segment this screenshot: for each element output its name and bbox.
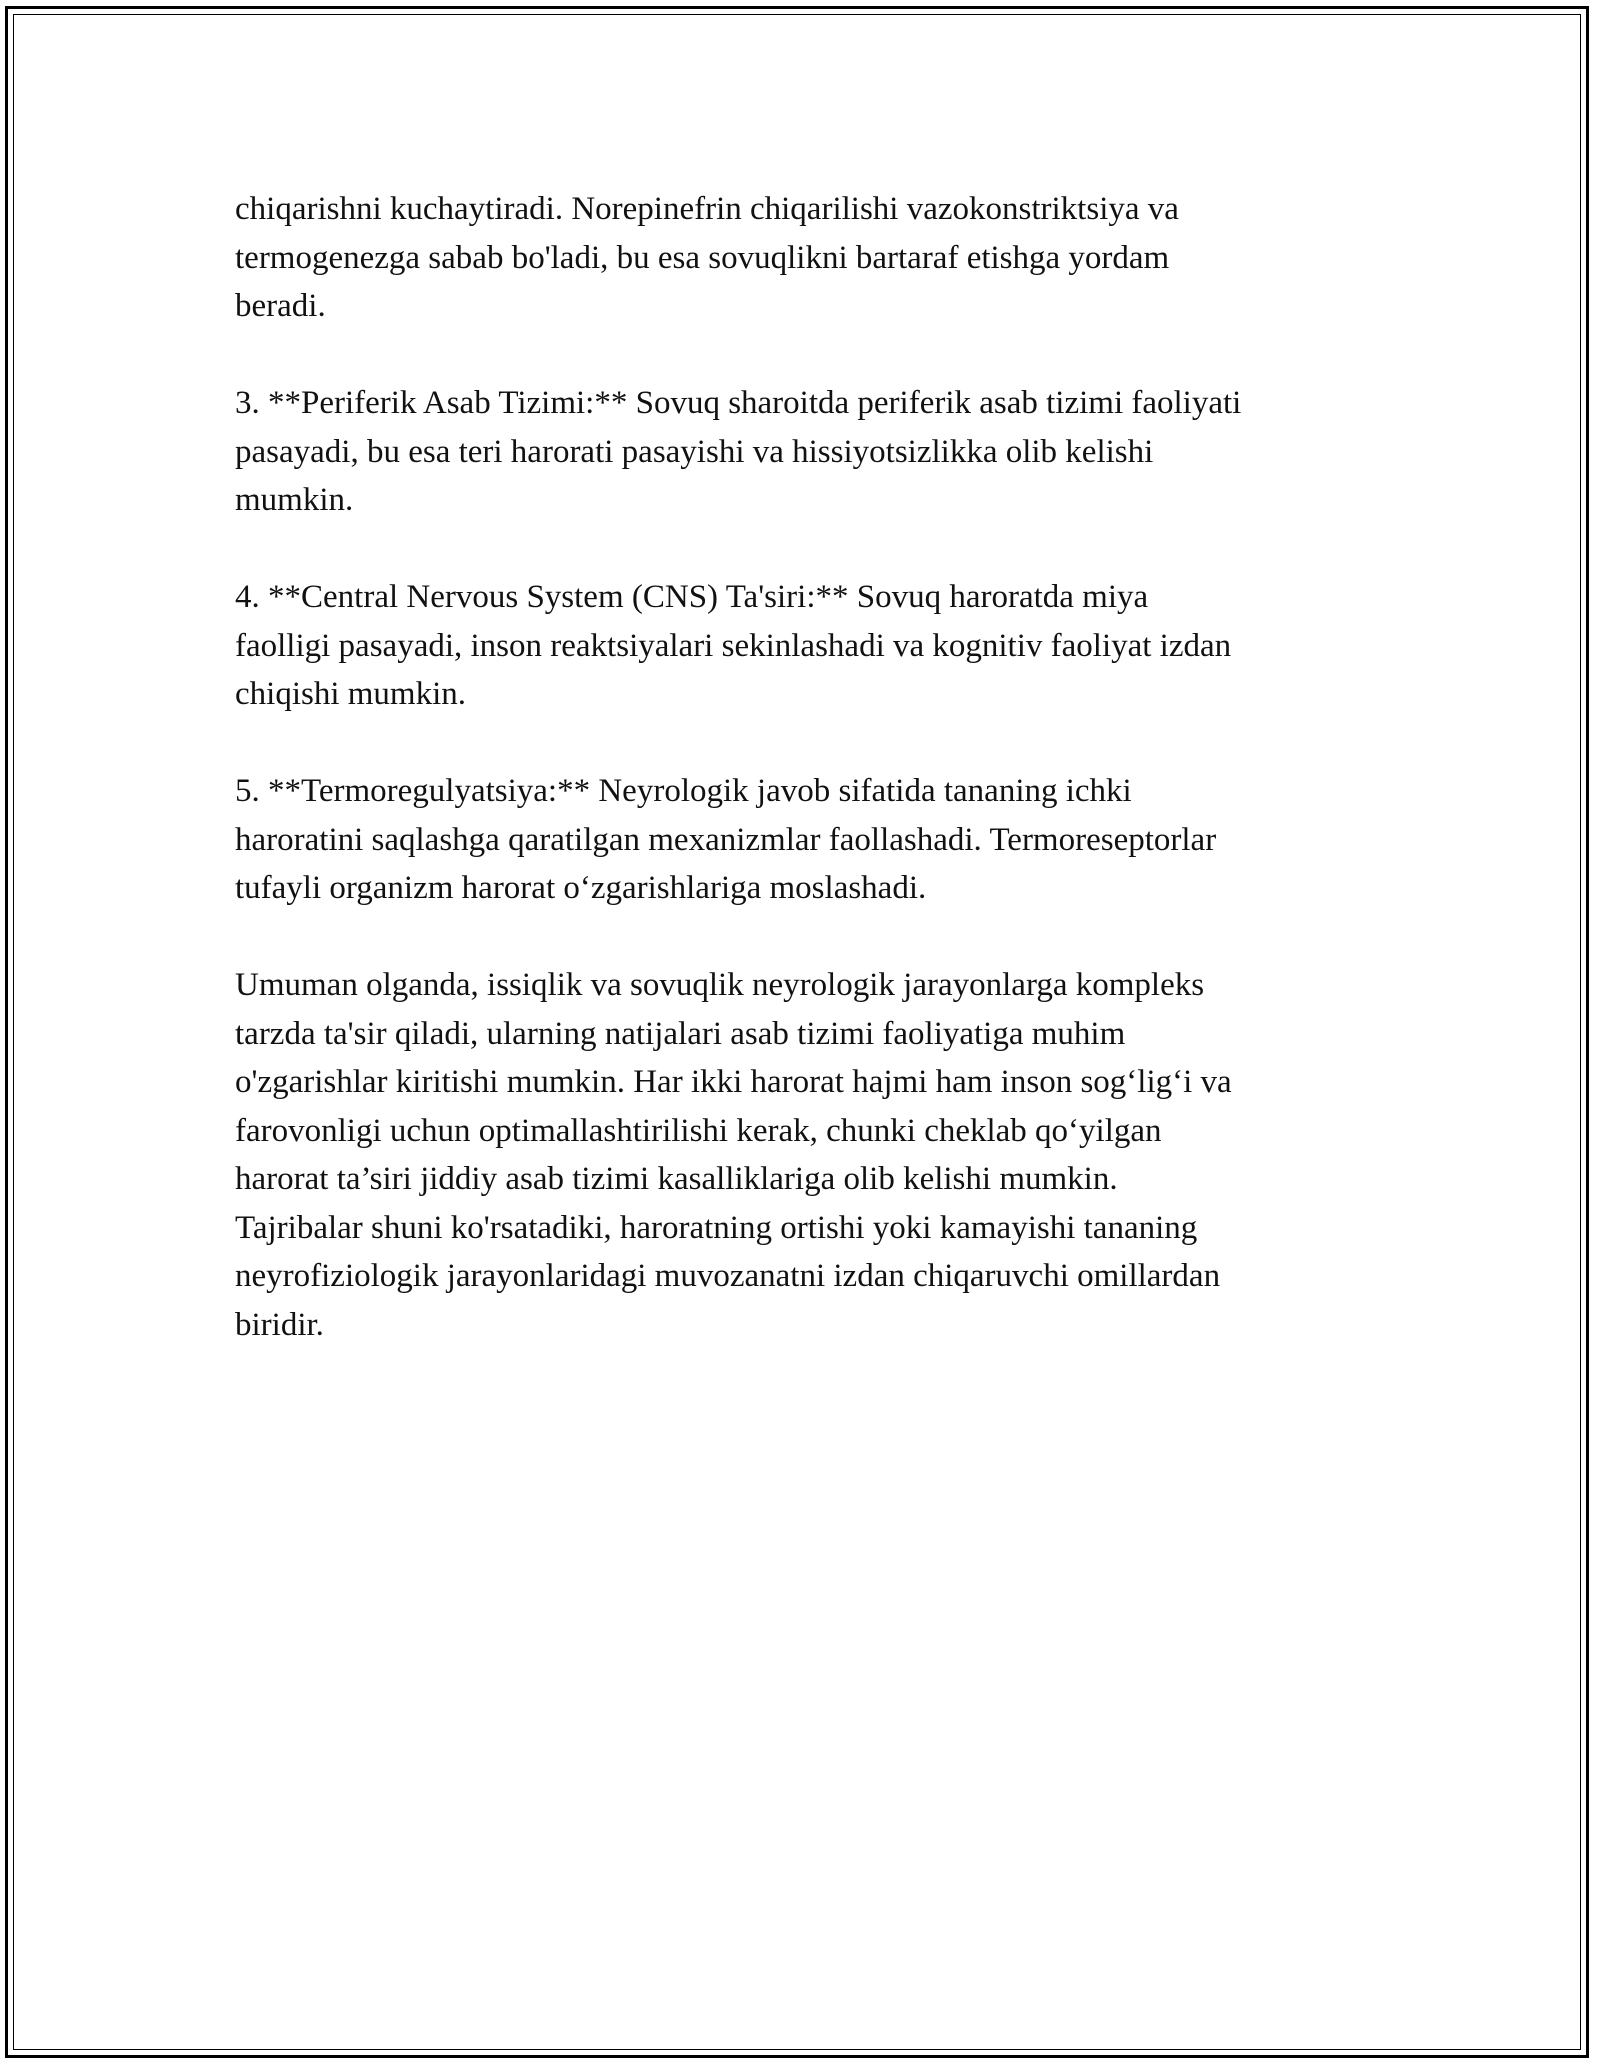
paragraph-thermoregulation: 5. **Termoregulyatsiya:** Neyrologik javob sifatida tananing ichki haroratini saqlashga qaratilgan mexanizmlar faollashadi. Termoreseptorlar tufayli organizm harorat o‘zgarishlariga moslashadi. [235, 773, 1217, 906]
paragraph-continuation: chiqarishni kuchaytiradi. Norepinefrin chiqarilishi vazokonstriktsiya va termogenezga sabab bo'ladi, bu esa sovuqlikni bartaraf etishga yordam beradi. [235, 191, 1179, 324]
paragraph-peripheral-nervous-system: 3. **Periferik Asab Tizimi:** Sovuq sharoitda periferik asab tizimi faoliyati pasayadi, bu esa teri harorati pasayishi va hissiyotsizlikka olib kelishi mumkin. [235, 385, 1242, 518]
paragraph-conclusion: Umuman olganda, issiqlik va sovuqlik neyrologik jarayonlarga kompleks tarzda ta'sir qiladi, ularning natijalari asab tizimi faoliyatiga muhim o'zgarishlar kiritishi mumkin. Har ikki harorat hajmi ham inson sog‘lig‘i va farovonligi uchun optimallashtirilishi kerak, chunki cheklab qo‘yilgan harorat ta’siri jiddiy asab tizimi kasalliklariga olib kelishi mumkin. Tajribalar shuni ko'rsatadiki, haroratning ortishi yoki kamayishi tananing neyrofiziologik jarayonlaridagi muvozanatni izdan chiqaruvchi omillardan biridir. [235, 967, 1232, 1343]
paragraph-central-nervous-system: 4. **Central Nervous System (CNS) Ta'siri:** Sovuq haroratda miya faolligi pasayadi, inson reaktsiyalari sekinlashadi va kognitiv faoliyat izdan chiqishi mumkin. [235, 579, 1232, 712]
document-body [235, 185, 1365, 1398]
